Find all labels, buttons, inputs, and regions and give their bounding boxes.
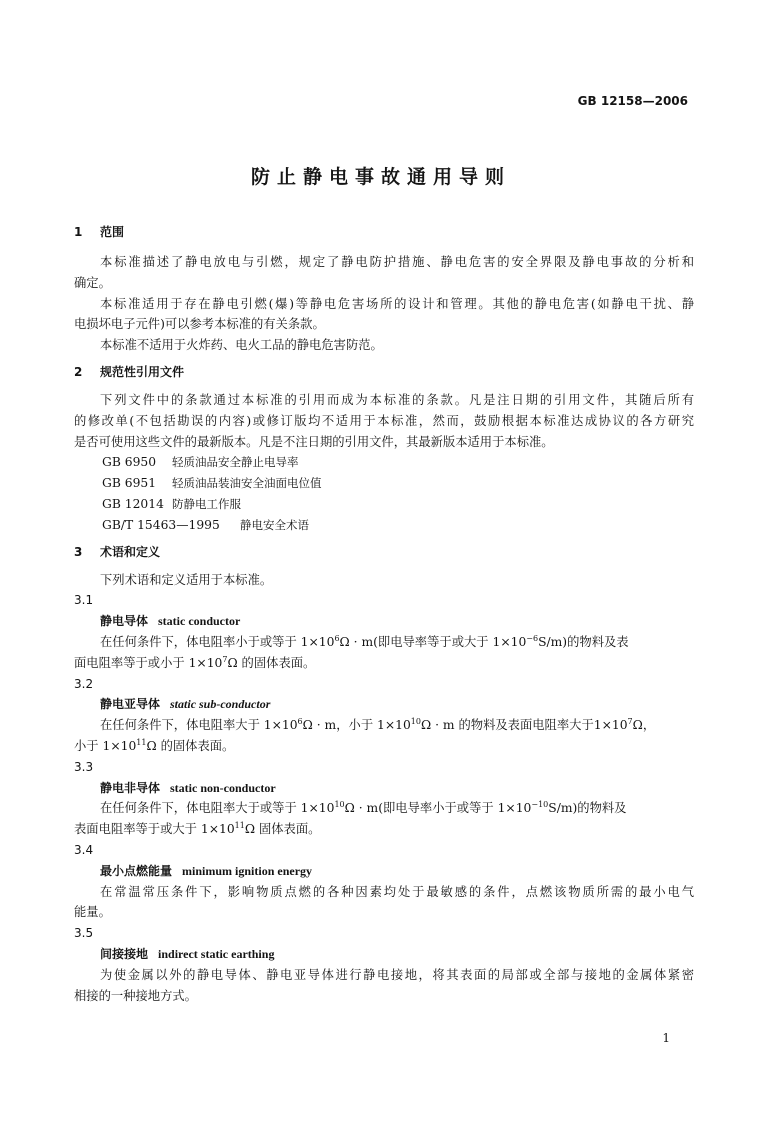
term-number: 3.4 xyxy=(74,842,94,857)
definition-line: 相接的一种接地方式。 xyxy=(74,988,197,1003)
term-en: indirect static earthing xyxy=(158,946,275,961)
paragraph-line: 电损坏电子元件)可以参考本标准的有关条款。 xyxy=(74,317,325,332)
term-en: static conductor xyxy=(158,614,241,629)
term-number: 3.1 xyxy=(74,593,94,608)
section-title: 范围 xyxy=(100,225,125,239)
reference-title: 轻质油品安全静止电导率 xyxy=(172,455,299,470)
definition-line: 为使金属以外的静电导体、静电亚导体进行静电接地，将其表面的局部或全部与接地的金属体紧密 xyxy=(100,967,694,982)
section-number: 3 xyxy=(74,544,83,559)
term-heading xyxy=(74,944,694,965)
term-zh: 静电亚导体 xyxy=(100,697,161,712)
term-heading xyxy=(74,861,694,882)
definition-line: 表面电阻率等于或大于 $1\times 10^{11}\Omega$ 固体表面。 xyxy=(74,821,321,837)
reference-item xyxy=(74,473,694,494)
paragraph-line: 是否可使用这些文件的最新版本。凡是不注日期的引用文件，其最新版本适用于本标准。 xyxy=(74,434,554,449)
section-heading xyxy=(74,360,694,384)
reference-title: 轻质油品装油安全油面电位值 xyxy=(172,476,322,491)
reference-item xyxy=(74,452,694,473)
reference-title: 防静电工作服 xyxy=(172,496,241,511)
definition-line: 面电阻率等于或小于 $1\times 10^7\Omega$ 的固体表面。 xyxy=(74,654,316,670)
page-number: 1 xyxy=(662,1031,670,1045)
paragraph-line: 下列术语和定义适用于本标准。 xyxy=(100,572,273,587)
definition-line: 在任何条件下，体电阻率小于或等于 $1\times 10^6\Omega \cdot m$(即电导率等于或大于 $1\times 10^{-6}S/m$)的物料及表 xyxy=(100,633,629,649)
reference-code: GB/T 15463—1995 xyxy=(102,517,220,532)
section-number: 2 xyxy=(74,364,83,379)
reference-code: GB 6951 xyxy=(102,476,157,491)
definition-line: 小于 $1\times 10^{11}\Omega$ 的固体表面。 xyxy=(74,737,235,753)
reference-code: GB 6950 xyxy=(102,455,157,470)
term-heading xyxy=(74,778,694,799)
term-en: minimum ignition energy xyxy=(182,863,313,878)
document-title: 防止静电事故通用导则 xyxy=(250,166,511,188)
paragraph-line: 的修改单(不包括勘误的内容)或修订版均不适用于本标准，然而，鼓励根据本标准达成协议的各方研究 xyxy=(74,413,694,428)
term-number: 3.5 xyxy=(74,926,94,941)
section-title: 规范性引用文件 xyxy=(100,364,185,379)
term-heading xyxy=(74,611,694,632)
document-body xyxy=(74,220,694,1006)
paragraph-line: 确定。 xyxy=(74,275,111,290)
term-zh: 最小点燃能量 xyxy=(100,863,173,878)
term-heading xyxy=(74,694,694,715)
paragraph-line: 本标准适用于存在静电引燃(爆)等静电危害场所的设计和管理。其他的静电危害(如静电干扰、静 xyxy=(100,296,694,311)
term-en: static non-conductor xyxy=(170,780,276,795)
paragraph-line: 本标准不适用于火炸药、电火工品的静电危害防范。 xyxy=(100,338,383,353)
term-zh: 间接接地 xyxy=(100,946,149,961)
reference-item xyxy=(74,494,694,515)
term-zh: 静电非导体 xyxy=(100,780,161,795)
definition-line: 在任何条件下，体电阻率大于 $1\times 10^6\Omega \cdot m$，小于 $1\times 10^{10}\Omega \cdot m$ 的物料及表面电阻率大于$1\times 10^7\Omega$， xyxy=(100,717,656,733)
section-number: 1 xyxy=(74,225,83,239)
term-zh: 静电导体 xyxy=(100,614,149,629)
definition-line: 在任何条件下，体电阻率大于或等于 $1\times 10^{10}\Omega \cdot m$(即电导率小于或等于 $1\times 10^{-10}S/m$)的物料及 xyxy=(100,800,627,816)
reference-title: 静电安全术语 xyxy=(240,517,309,532)
section-heading xyxy=(74,220,694,244)
section-heading xyxy=(74,540,694,564)
term-en: static sub-conductor xyxy=(170,697,271,712)
definition-line: 在常温常压条件下，影响物质点燃的各种因素均处于最敏感的条件，点燃该物质所需的最小电气 xyxy=(100,884,694,899)
paragraph-line: 本标准描述了静电放电与引燃，规定了静电防护措施、静电危害的安全界限及静电事故的分析和 xyxy=(100,255,694,269)
reference-code: GB 12014 xyxy=(102,496,164,511)
reference-item xyxy=(74,515,694,536)
definition-line: 能量。 xyxy=(74,905,111,920)
term-number: 3.3 xyxy=(74,759,94,774)
term-number: 3.2 xyxy=(74,676,94,691)
section-title: 术语和定义 xyxy=(100,544,161,559)
paragraph-line: 下列文件中的条款通过本标准的引用而成为本标准的条款。凡是注日期的引用文件，其随后所有 xyxy=(100,392,694,407)
standard-number: GB 12158—2006 xyxy=(577,94,688,108)
